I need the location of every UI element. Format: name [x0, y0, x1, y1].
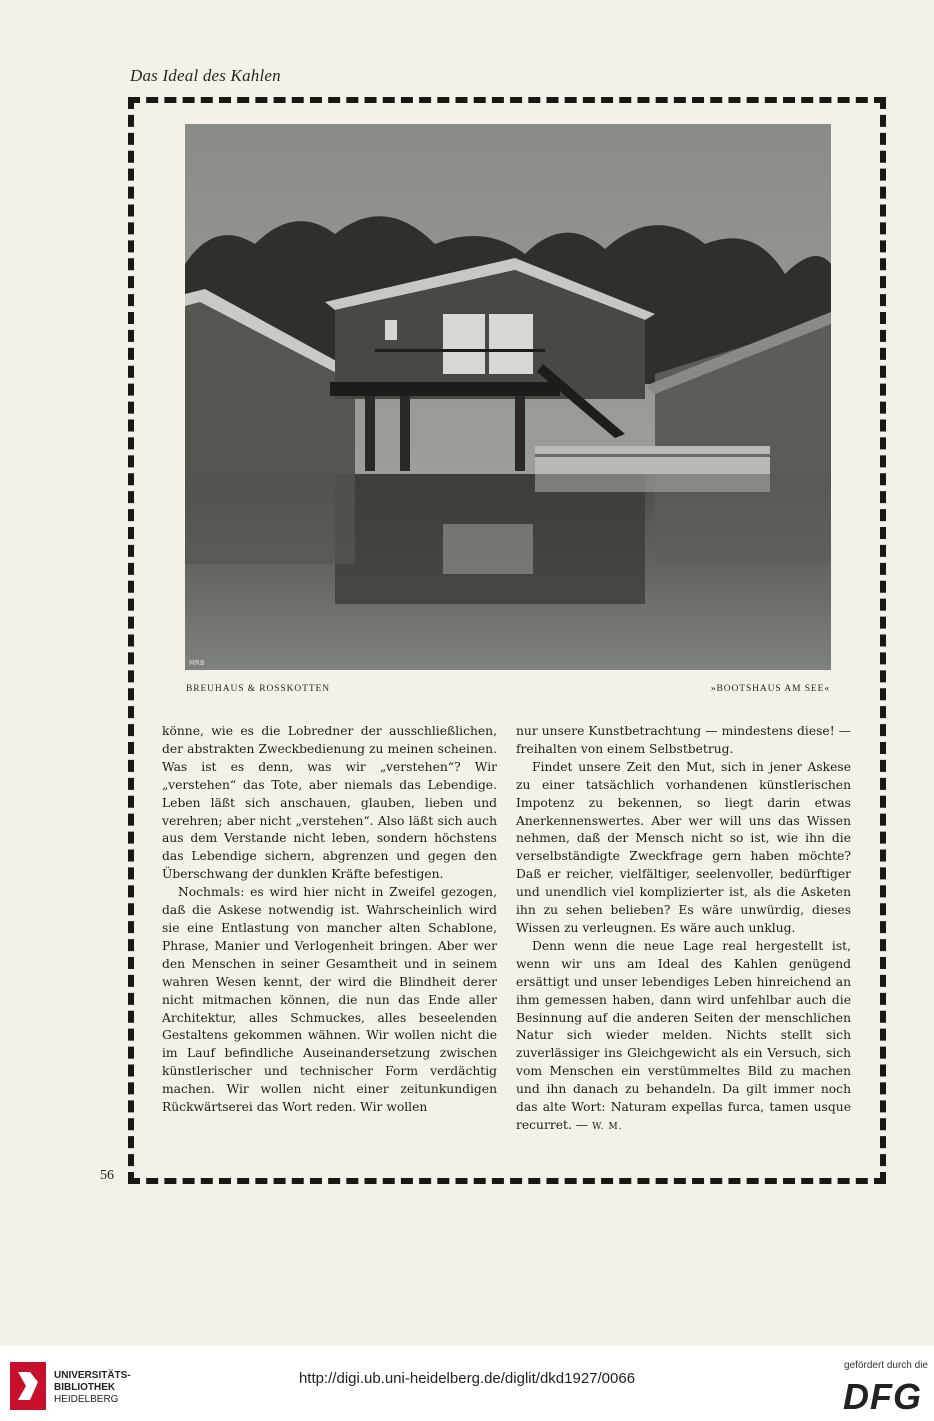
page-number: 56 — [100, 1168, 114, 1183]
paragraph: könne, wie es die Lobredner der ausschließlichen, der abstrakten Zweckbedienung zu meinen scheinen. Was ist es denn, was wir „verstehen“? Wir „verstehen“ das Tote, aber niemals das Lebendige. Leben läßt sich anschauen, glauben, lieben und verehren; aber nicht „verstehen“. Also läßt sich auch aus dem Verstande nicht leben, sondern höchstens das Lebendige sichern, abgrenzen und gegen den Überschwang der dunklen Kräfte befestigen. — [162, 724, 497, 882]
source-url-link[interactable]: http://digi.ub.uni-heidelberg.de/diglit/dkd1927/0066 — [298, 1370, 636, 1387]
paragraph: Nochmals: es wird hier nicht in Zweifel gezogen, daß die Askese notwendig ist. Wahrscheinlich wird sie eine Entlastung von mancher alten Schablone, Phrase, Manier und Verlogenheit bringen. Aber wer den Menschen in seiner Gesamtheit und in seinem wahren Wesen kennt, der wird die Blindheit derer nicht mitmachen können, die nun das Ende aller Architektur, alles Schmuckes, alles beseelenden Gestaltens gekommen wähnen. Wir wollen nicht die im Lauf befindliche Auseinandersetzung zwischen künstlerischer und technischer Form verdächtig machen. Wir wollen nicht einer zeitunkundigen Rückwärtserei das Wort reden. Wir wollen — [162, 885, 497, 1115]
boathouse-illustration — [185, 124, 831, 670]
paragraph: nur unsere Kunstbetrachtung — mindestens diese! — freihalten von einem Selbstbetrug. — [516, 724, 851, 756]
library-name-line: HEIDELBERG — [54, 1394, 119, 1405]
dfg-logo: DFG — [843, 1376, 922, 1417]
paragraph — [516, 938, 851, 1137]
photo-caption-title: »BOOTSHAUS AM SEE« — [710, 684, 830, 694]
text-column-right — [516, 723, 851, 1137]
photo-caption-architect: BREUHAUS & ROSSKOTTEN — [186, 684, 330, 694]
funding-note: gefördert durch die — [844, 1360, 928, 1371]
digitization-footer — [0, 1346, 934, 1421]
author-signature: W. M. — [592, 1121, 623, 1132]
paragraph-text: Denn wenn die neue Lage real hergestellt ist, wenn wir uns am Ideal des Kahlen genügend ersättigt und unser lebendiges Leben hinreichend an ihm gemessen haben, dann wird unfehlbar auch die Besinnung auf die anderen Seiten der menschlichen Natur sich wieder melden. Nichts stellt sich zuverlässiger ins Gleichgewicht als ein Versuch, sich vom Menschen ein verstümmeltes Bild zu machen und ihn danach zu behandeln. Da gilt immer noch das alte Wort: Naturam expellas furca, tamen usque recurret. — — [516, 938, 851, 1132]
library-name-line: UNIVERSITÄTS- — [54, 1370, 131, 1381]
running-head: Das Ideal des Kahlen — [130, 66, 281, 85]
paragraph: Findet unsere Zeit den Mut, sich in jener Askese zu einer tatsächlich vorhandenen künstlerischen Impotenz zu bekennen, so liegt darin etwas Anerkennenswertes. Aber wer will uns das Wissen nehmen, daß der Mensch nicht so ist, wie ihn die verselbständigte Zweckfrage gern haben möchte? Daß er reicher, vielfältiger, seelenvoller, bedürftiger und unendlich viel komplizierter ist, als die Asketen ihn zu sehen belieben? Es wäre unwürdig, dieses Wissen zu verleugnen. Es wäre auch unklug. — [516, 759, 851, 935]
text-column-left — [162, 723, 497, 1117]
library-name-line: BIBLIOTHEK — [54, 1382, 116, 1393]
photo-engraver-mark: MRB — [189, 659, 205, 667]
boathouse-photo — [185, 124, 831, 670]
